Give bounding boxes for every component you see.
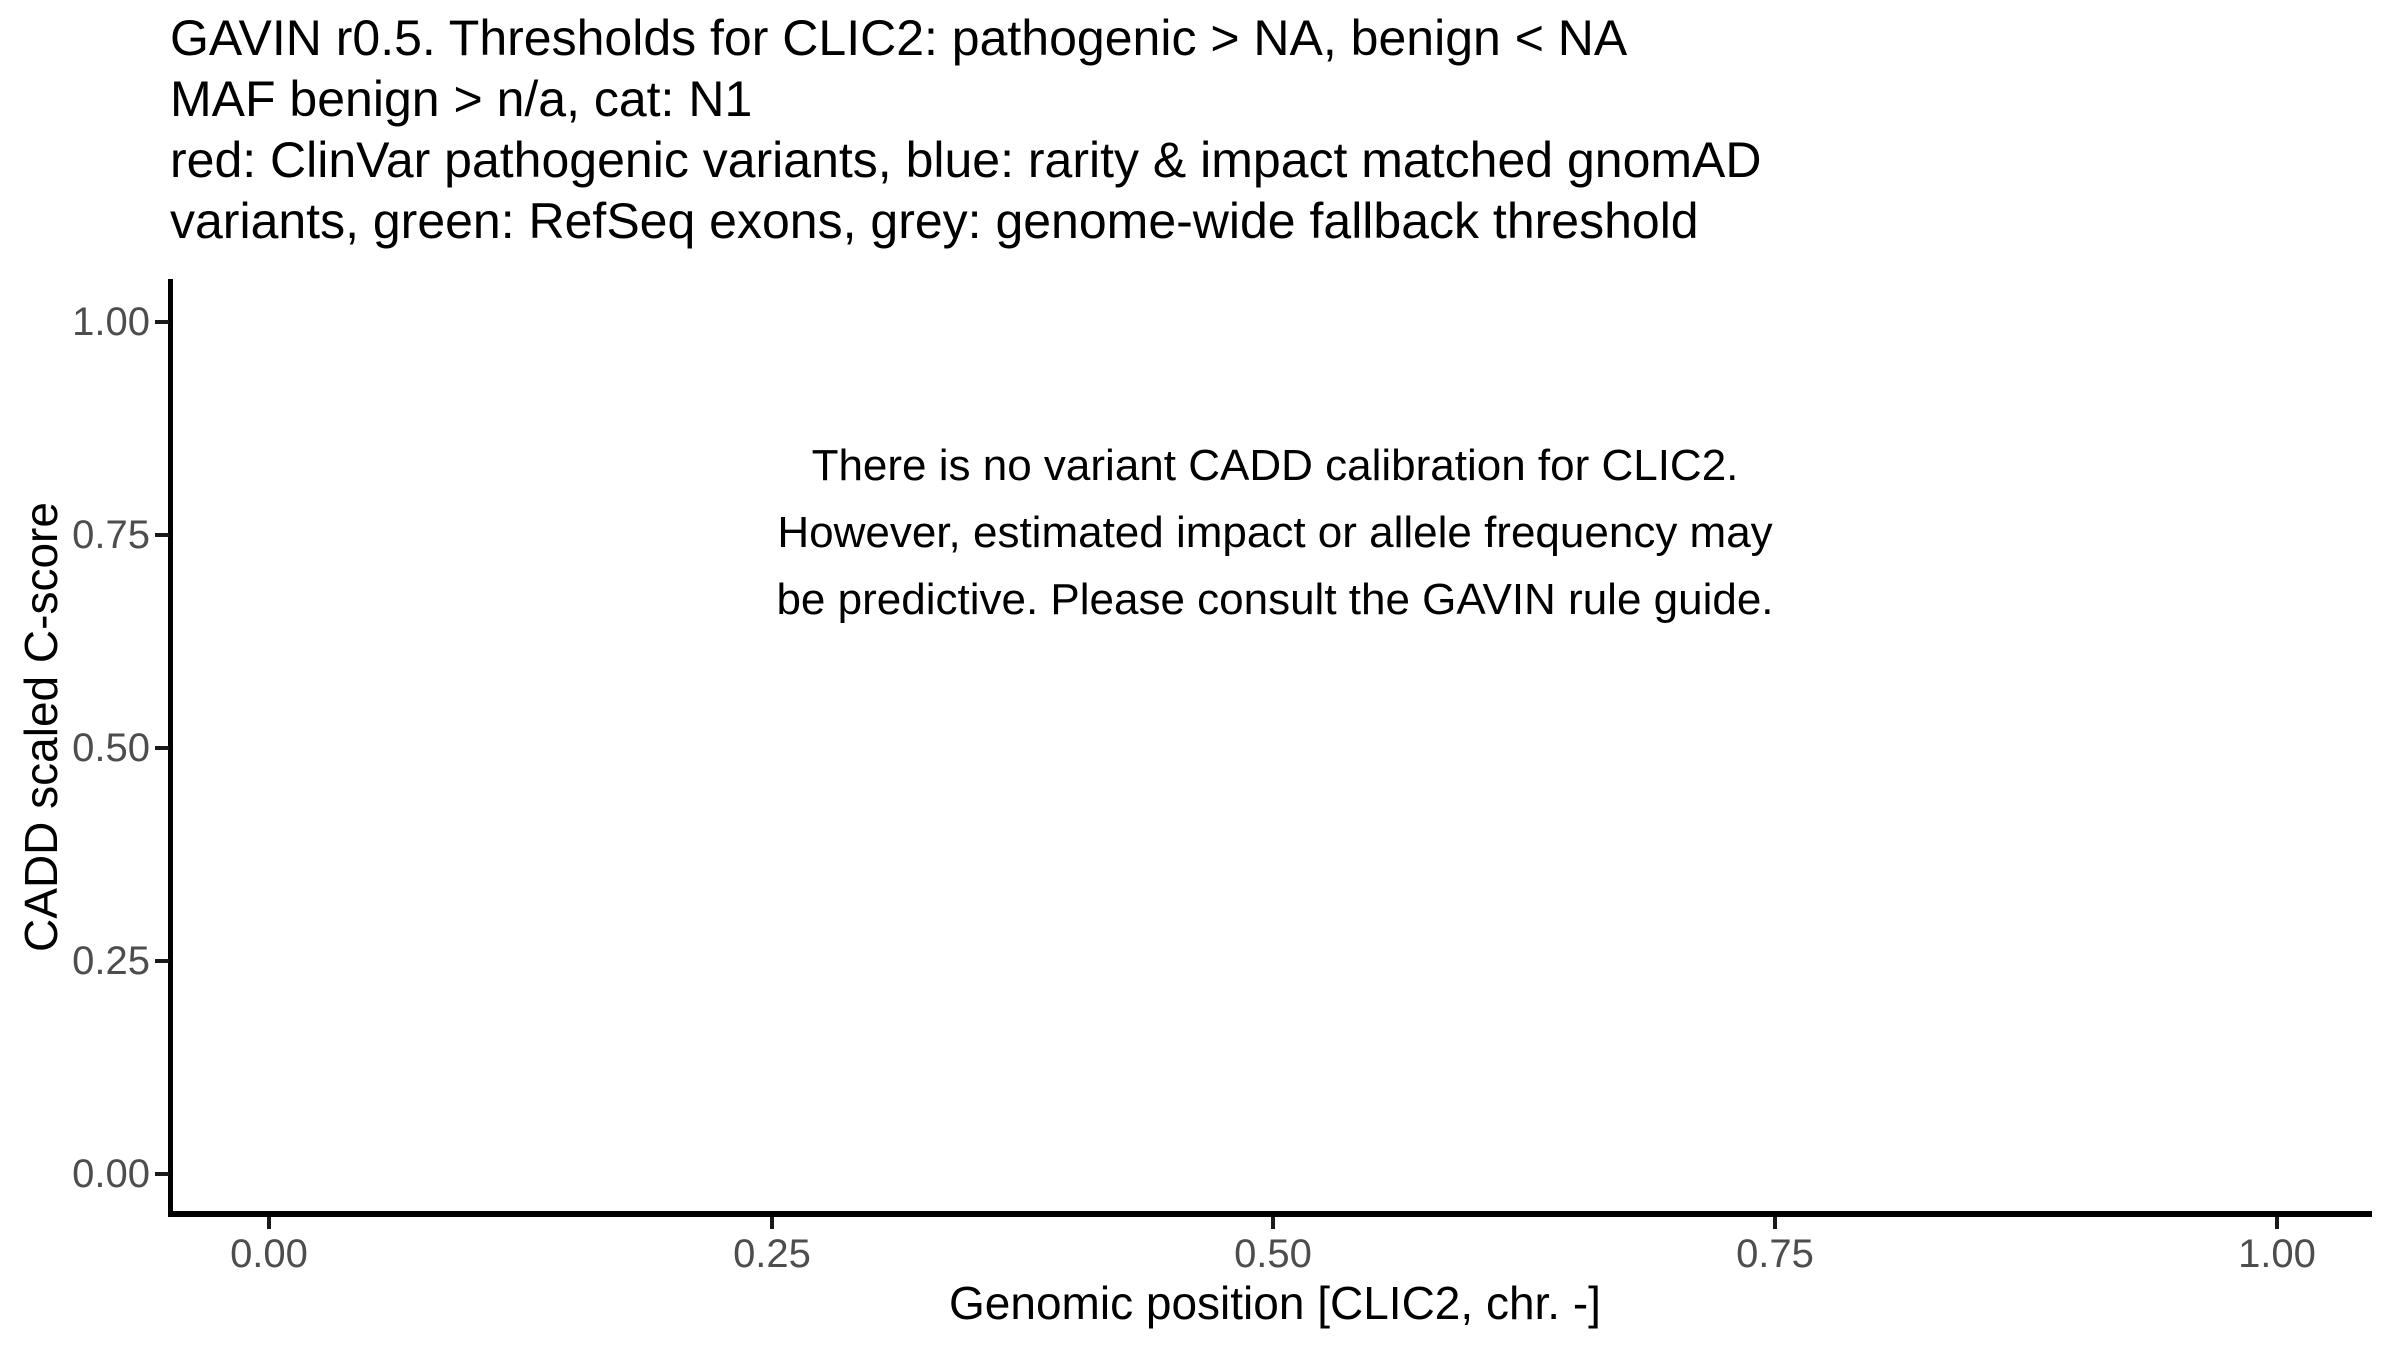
x-tick-label: 0.75	[1736, 1232, 1814, 1276]
x-tick-mark	[1271, 1217, 1275, 1229]
x-tick-label: 0.00	[230, 1232, 308, 1276]
plot-title-line-4: variants, green: RefSeq exons, grey: genome-wide fallback threshold	[170, 193, 1699, 249]
y-tick-label: 0.25	[72, 939, 150, 983]
y-tick-mark	[155, 959, 169, 963]
x-tick-mark	[2275, 1217, 2279, 1229]
y-tick-mark	[155, 746, 169, 750]
plot-panel	[168, 279, 2372, 1217]
plot-title-line-1: GAVIN r0.5. Thresholds for CLIC2: pathogenic > NA, benign < NA	[170, 10, 1628, 66]
plot-title-line-3: red: ClinVar pathogenic variants, blue: rarity & impact matched gnomAD	[170, 132, 1762, 188]
x-tick-label: 0.50	[1234, 1232, 1312, 1276]
y-tick-mark	[155, 320, 169, 324]
y-tick-label: 0.00	[72, 1152, 150, 1196]
annotation-text	[776, 432, 1773, 633]
y-tick-label: 0.75	[72, 513, 150, 557]
y-axis-title: CADD scaled C-score	[15, 502, 67, 952]
annotation-line-2: However, estimated impact or allele frequency may	[777, 508, 1773, 557]
x-tick-mark	[1773, 1217, 1777, 1229]
plot-title-line-2: MAF benign > n/a, cat: N1	[170, 71, 753, 127]
x-tick-mark	[770, 1217, 774, 1229]
x-tick-label: 0.25	[733, 1232, 811, 1276]
y-tick-mark	[155, 1172, 169, 1176]
annotation-line-1: There is no variant CADD calibration for CLIC2.	[811, 441, 1739, 490]
x-axis-title: Genomic position [CLIC2, chr. -]	[949, 1277, 1601, 1329]
annotation-line-3: be predictive. Please consult the GAVIN rule guide.	[776, 575, 1774, 624]
y-tick-label: 1.00	[72, 300, 150, 344]
x-tick-label: 1.00	[2238, 1232, 2316, 1276]
y-tick-label: 0.50	[72, 726, 150, 770]
y-tick-mark	[155, 533, 169, 537]
plot-title	[170, 8, 1761, 252]
x-tick-mark	[267, 1217, 271, 1229]
